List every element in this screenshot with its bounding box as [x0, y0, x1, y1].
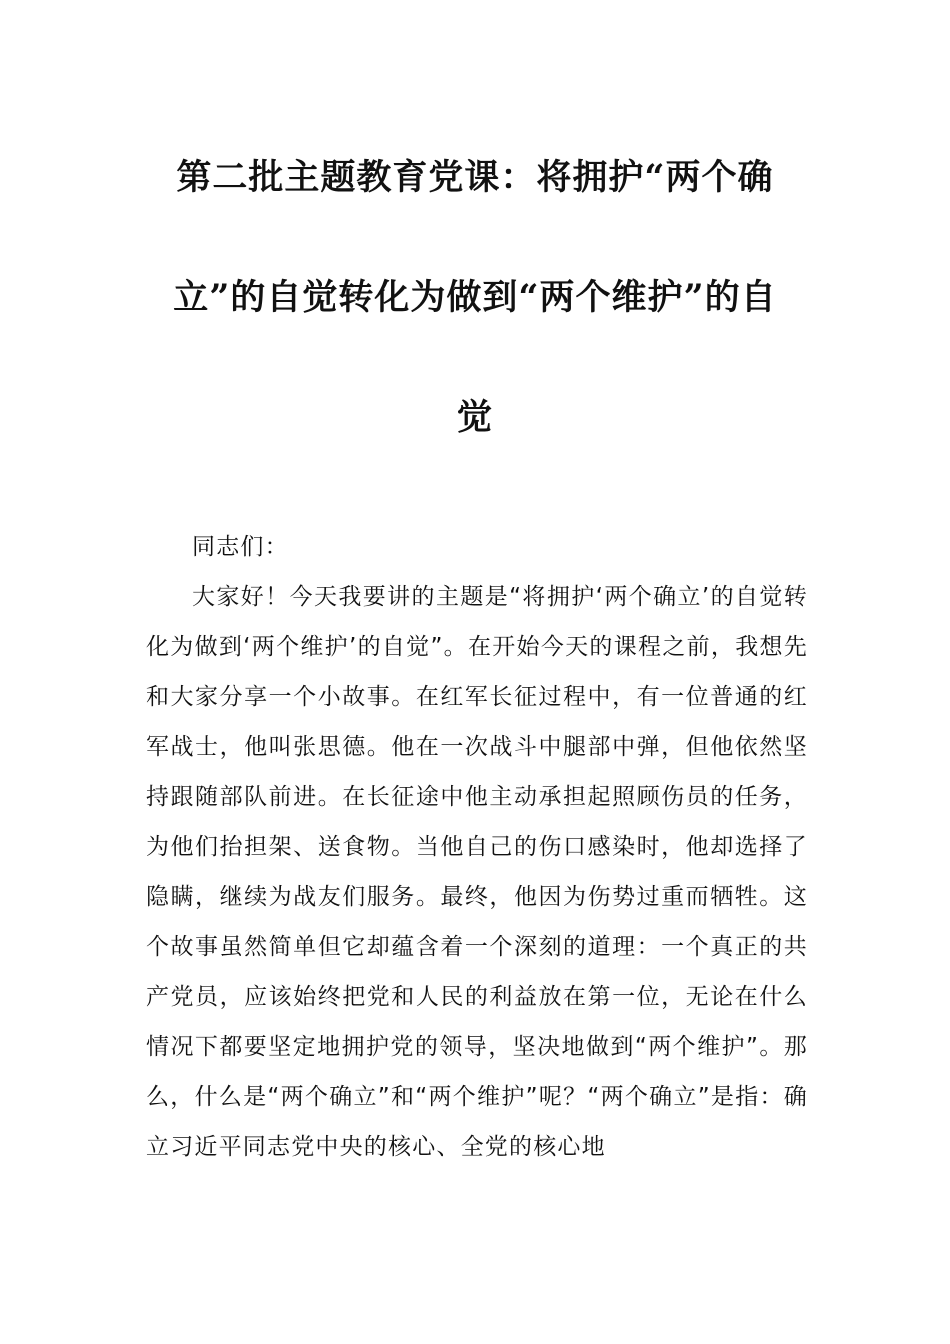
title-line-2: 立”的自觉转化为做到“两个维护”的自	[173, 277, 777, 318]
document-title	[120, 118, 830, 478]
title-line-1: 第二批主题教育党课：将拥护“两个确	[176, 157, 774, 198]
document-body	[146, 522, 808, 1172]
salutation: 同志们：	[192, 534, 289, 560]
title-line-3: 觉	[456, 397, 493, 438]
body-paragraph: 大家好！今天我要讲的主题是“将拥护‘两个确立’的自觉转化为做到‘两个维护’的自觉”。在开始今天的课程之前，我想先和大家分享一个小故事。在红军长征过程中，有一位普通的红军战士，他叫张思德。他在一次战斗中腿部中弹，但他依然坚持跟随部队前进。在长征途中他主动承担起照顾伤员的任务，为他们抬担架、送食物。当他自己的伤口感染时，他却选择了隐瞒，继续为战友们服务。最终，他因为伤势过重而牺牲。这个故事虽然简单但它却蕴含着一个深刻的道理：一个真正的共产党员，应该始终把党和人民的利益放在第一位，无论在什么情况下都要坚定地拥护党的领导，坚决地做到“两个维护”。那么，什么是“两个确立”和“两个维护”呢？“两个确立”是指：确立习近平同志党中央的核心、全党的核心地	[146, 584, 808, 1160]
